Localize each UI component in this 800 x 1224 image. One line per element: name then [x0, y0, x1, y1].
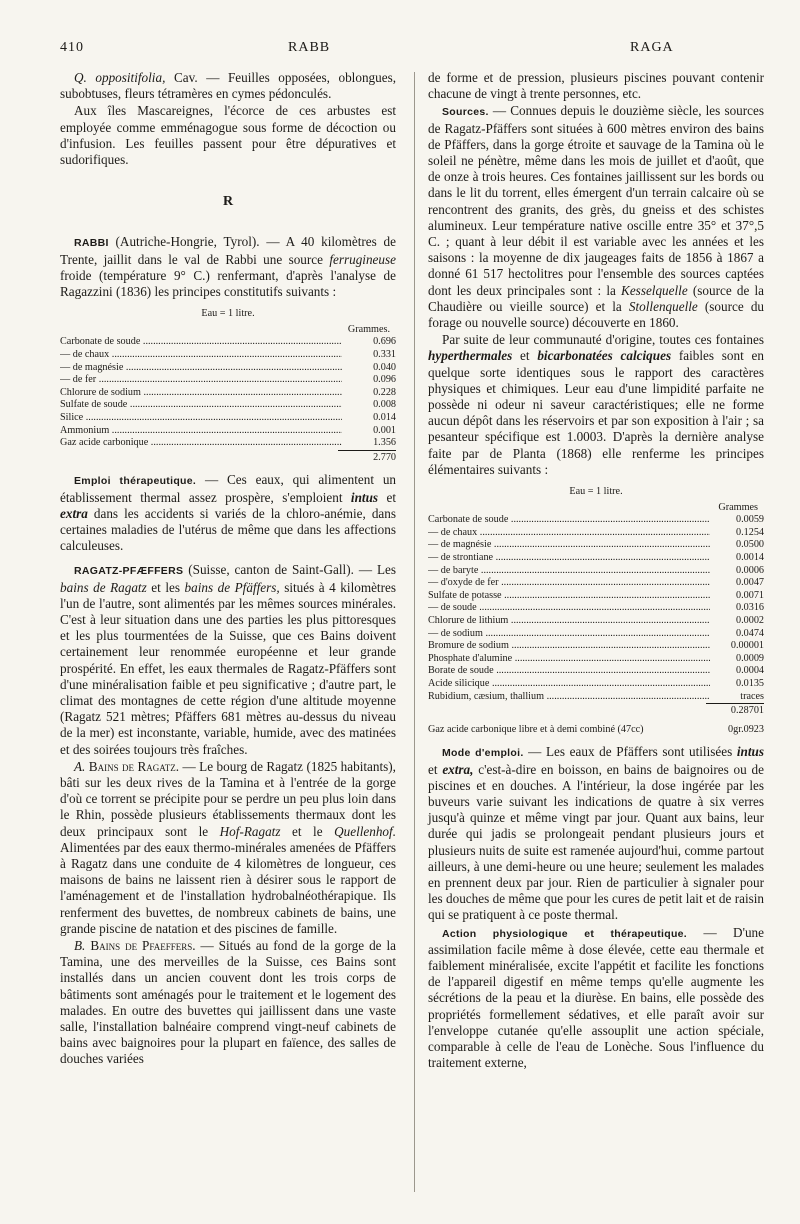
- table-cell-name: Acide silicique .....: [428, 678, 710, 691]
- table-row: [428, 615, 764, 628]
- table-cell-value: 0.014: [342, 412, 396, 425]
- table-row: [428, 527, 764, 540]
- table-cell-value: 0.096: [342, 374, 396, 387]
- ragatz-bains-pfaffers: bains de Pfäffers,: [184, 579, 280, 595]
- table-cell-name: — de fer .....: [60, 374, 342, 387]
- table-row: [428, 691, 764, 704]
- composition-text: Par suite de leur communauté d'origine, toutes ces fontaines: [442, 332, 764, 348]
- species-name: Q. oppositifolia,: [74, 70, 166, 85]
- paragraph-sources: [428, 103, 764, 331]
- table-cell-value: 0.00001: [710, 640, 764, 653]
- stollenquelle: Stollenquelle: [628, 298, 698, 314]
- table-cell-value: 0.696: [342, 336, 396, 349]
- table-cell-name: Sulfate de potasse .....: [428, 590, 710, 603]
- table-cell-value: 0.1254: [710, 527, 764, 540]
- analysis-table-pfaffers: [428, 486, 764, 736]
- paragraph-mascareignes: Aux îles Mascareignes, l'écorce de ces arbustes est employée comme emménagogue sous forme de décoction ou d'infusion. Les feuilles passent pour être dépuratives et sudorifiques.: [60, 103, 396, 168]
- ragatz-bains-ragatz: bains de Ragatz: [60, 579, 147, 595]
- table-cell-name: — d'oxyde de fer .....: [428, 577, 710, 590]
- entry-heading-mode: Mode d'emploi.: [442, 747, 524, 760]
- paragraph-emploi: [60, 472, 396, 554]
- table-note: [428, 724, 764, 737]
- paragraph-rabbi: [60, 234, 396, 300]
- table-row: [428, 665, 764, 678]
- paragraph-composition: [428, 332, 764, 478]
- table-cell-name: — de magnésie .....: [60, 362, 342, 375]
- table-row: [428, 552, 764, 565]
- table-cell-name: Bromure de sodium .....: [428, 640, 710, 653]
- table-row: [60, 336, 396, 349]
- section-a-text-2: et le: [280, 823, 335, 839]
- rabbi-text: (Autriche-Hongrie, Tyrol). — A 40 kilomètres de Trente, jaillit dans le val de Rabbi une source: [60, 234, 396, 267]
- table-cell-value: 0.0009: [710, 653, 764, 666]
- section-a-text: — Le bourg de Ragatz (1825 habitants), bâti sur les deux rives de la Tamina et à l'entrée de la gorge d'où ce torrent se précipite pour se perdre un peu plus loin dans le Rhin, possède plusieurs établissements thermaux dont les deux principaux sont le: [60, 758, 396, 839]
- table-cell-name: Silice .....: [60, 412, 342, 425]
- paragraph-ragatz: [60, 562, 396, 757]
- table-cell-value: 0.0014: [710, 552, 764, 565]
- section-b-heading: Bains de Pfaeffers.: [85, 938, 196, 954]
- sources-text: — Connues depuis le douzième siècle, les sources de Ragatz-Pfäffers sont situées à 600 mètres environ des bains de Pfäffers, dans la gorge étroite et sauvage de la Tamina où le soleil ne pénètre, même dans les mois de juillet et d'août, que de onze à trois heures. Ces fontaines jaillissent sur les bords ou dans le lit du torrent, elles émergent d'un terrain calcaire où se rencontrent des granits, des grès, du gneiss et des schistes alumineux. Leur température native oscille entre 35° et 37°,5 C. ; quant à leur débit il est variable avec les années et les saisons : la moyenne de dix jaugeages faits de 1856 à 1867 a donné 61 517 hectolitres pour l'ensemble des sources captées dont les deux principales sont : la: [428, 103, 764, 298]
- table-cell-value: 0.001: [342, 425, 396, 438]
- table-row: [428, 678, 764, 691]
- paragraph-q-oppositifolia: [60, 70, 396, 102]
- table-row: [428, 590, 764, 603]
- rabbi-ferrugineuse: ferrugineuse: [329, 251, 396, 267]
- table-cell-name: Borate de soude .....: [428, 665, 710, 678]
- table-row: [428, 653, 764, 666]
- sources-text-2: (source de la Chaudière ou vieille source) et la: [428, 282, 765, 314]
- table-rows: [428, 514, 764, 703]
- emploi-et: et: [378, 489, 396, 505]
- paragraph-mode-emploi: [428, 744, 764, 923]
- emploi-text: — Ces eaux, qui alimentent un établissement thermal assez prospère, s'emploient: [60, 472, 397, 505]
- bicarbonatees-calciques: bicarbonatées calciques: [537, 348, 672, 364]
- entry-heading-rabbi: RABBI: [74, 237, 109, 250]
- table-cell-value: 0.0059: [710, 514, 764, 527]
- entry-heading-ragatz: RAGATZ-PFÆFFERS: [74, 565, 184, 578]
- table-row: [60, 349, 396, 362]
- hyperthermales: hyperthermales: [428, 348, 513, 364]
- table-cell-value: 0.0474: [710, 628, 764, 641]
- table-row: [428, 539, 764, 552]
- table-row: [428, 640, 764, 653]
- table-cell-value: traces: [710, 691, 764, 704]
- table-cell-value: 0.331: [342, 349, 396, 362]
- paragraph-bains-de-pfaeffers: [60, 938, 396, 1068]
- table-cell-value: 1.356: [342, 437, 396, 450]
- table-cell-value: 0.008: [342, 399, 396, 412]
- table-cell-name: — de baryte .....: [428, 565, 710, 578]
- entry-heading-sources: Sources.: [442, 106, 489, 119]
- table-cell-name: Rubidium, cæsium, thallium .....: [428, 691, 710, 704]
- section-a-heading: Bains de Ragatz.: [85, 758, 180, 774]
- composition-text-2: faibles sont en quelque sorte identiques sous le rapport des caractères physiques et chimiques. Leur eau d'une limpidité parfaite ne possède ni odeur ni saveur caractéristiques; elle ne forme aucun dépôt dans les réservoirs et par son exposition à l'air ; sa pesanteur spécifique est 1.0003. D'après la dernière analyse faite par de Planta (1868) elle renferme les principes élémentaires suivants :: [428, 348, 764, 477]
- hof-ragatz: Hof-Ragatz: [219, 823, 281, 839]
- mode-et: et: [428, 761, 443, 777]
- table-unit: Grammes: [718, 501, 758, 513]
- table-cell-name: — de chaux .....: [428, 527, 710, 540]
- table-total: 0.28701: [706, 703, 764, 718]
- section-a-letter: A.: [74, 758, 86, 774]
- table-cell-value: 0.040: [342, 362, 396, 375]
- table-note-value: 0gr.0923: [728, 723, 764, 735]
- emploi-intus: intus: [350, 489, 379, 505]
- mode-extra: extra,: [442, 761, 474, 777]
- left-column: [60, 70, 396, 1069]
- table-row: [428, 628, 764, 641]
- table-title: Eau = 1 litre.: [201, 308, 255, 320]
- table-cell-name: — de magnésie .....: [428, 539, 710, 552]
- table-cell-name: Chlorure de sodium .....: [60, 387, 342, 400]
- table-unit: Grammes.: [347, 323, 390, 335]
- page-number: 410: [60, 40, 84, 55]
- section-a-text-3: Alimentées par des eaux thermo-minérales amenées de Pfäffers à Ragatz dans une conduite de 4 kilomètres de longueur, ces maisons de bains ne laissent rien à désirer sous le rapport de l'aménagement et de l'installation hydrobalnéothérapique. Ils renferment des buvettes, de nombreux cabinets de bains, une grande piscine de natation et des piscines de famille.: [60, 839, 396, 936]
- column-divider: [414, 72, 415, 1192]
- table-row: [428, 565, 764, 578]
- ragatz-text-2: et les: [146, 579, 185, 595]
- table-cell-name: Phosphate d'alumine .....: [428, 653, 710, 666]
- table-cell-name: — de sodium .....: [428, 628, 710, 641]
- entry-heading-emploi: Emploi thérapeutique.: [74, 475, 197, 488]
- table-cell-name: Sulfate de soude .....: [60, 399, 342, 412]
- ragatz-text-3: situés à 4 kilomètres l'un de l'autre, sont alimentés par les mêmes sources minérales. C'est à leur situation dans une des parties les plus pittoresques et les plus tourmentées de la Suisse, que ces Bains doivent certainement leur renommée européenne et leur grande prospérité. En effet, les eaux thermales de Ragatz-Pfäffers sont d'une minéralisation faible et peu significative ; d'autre part, le climat des montagnes de cette région d'une altitude moyenne (Ragatz 521 mètres; Pfäffers 681 mètres au-dessus du niveau de la mer) est inconstante, variable, humide, avec des matinées et des soirées toujours très fraîches.: [60, 579, 396, 757]
- table-cell-value: 0.0006: [710, 565, 764, 578]
- section-b-text: — Situés au fond de la gorge de la Tamina, une des merveilles de la Suisse, ces Bains sont installés dans un ancien couvent dont les trois corps de bâtiments sont aménagés pour le traitement et le logement des malades. En outre des buvettes qui jaillissent dans une vaste salle, l'installation balnéaire comprend vingt-neuf cabinets de bains avec baignoires pour la plupart en faïence, des salles de douches variées: [60, 938, 397, 1067]
- mode-text: — Les eaux de Pfäffers sont utilisées: [523, 744, 737, 760]
- rabbi-text-continued: froide (température 9° C.) renfermant, d'après l'analyse de Ragazzini (1836) les principes constitutifs suivants :: [60, 267, 396, 300]
- action-text: — D'une assimilation facile même à dose élevée, cette eau thermale et faiblement minéralisée, excite l'appétit et facilite les fonctions de l'appareil digestif en même temps qu'elle augmente les sécrétions de la peau et la diurèse. En bains, elle possède des propriétés formellement sédatives, et elle paraît avoir sur l'enveloppe cutanée qu'elle assouplit une action spéciale, comparable à celle de l'eau de Lonèche. Sous l'influence du traitement externe,: [428, 924, 764, 1071]
- table-cell-name: Chlorure de lithium .....: [428, 615, 710, 628]
- table-cell-name: — de chaux .....: [60, 349, 342, 362]
- table-cell-value: 0.0002: [710, 615, 764, 628]
- table-row: [60, 362, 396, 375]
- mode-intus: intus: [736, 744, 764, 760]
- table-cell-name: — de strontiane .....: [428, 552, 710, 565]
- right-column: [428, 70, 764, 1072]
- entry-heading-action: Action physiologique et thérapeutique.: [442, 927, 688, 940]
- paragraph-continuation: de forme et de pression, plusieurs piscines pouvant contenir chacune de vingt à trente personnes, etc.: [428, 70, 764, 102]
- table-row: [60, 437, 396, 450]
- emploi-text-continued: dans les accidents si variés de la chloro-anémie, dans certaines maladies de l'utérus de même que dans les affections calculeuses.: [60, 505, 396, 554]
- table-row: [60, 412, 396, 425]
- table-title: Eau = 1 litre.: [569, 486, 623, 498]
- analysis-table-rabbi: [60, 308, 396, 464]
- paragraph-bains-de-ragatz: [60, 759, 396, 937]
- table-cell-name: Carbonate de soude .....: [428, 514, 710, 527]
- mode-text-2: c'est-à-dire en boisson, en bains de baignoires ou de piscines et en douches. A l'intérieur, la dose ingérée par les buveurs varie suivant les indications de quatre à six verres jusqu'à quinze et même vingt par jour. Quant aux bains, leur durée qui jadis se prolongeait pendant plusieurs jours et plusieurs nuits de suite est ramenée aujourd'hui, comme partout ailleurs, à une demi-heure ou une heure; seulement les malades en prennent deux par jour. Rien de particulier à signaler pour les douches de même que pour les cures de petit lait et de raisin qui se pratiquent à ce poste thermal.: [428, 761, 764, 923]
- table-cell-value: 0.228: [342, 387, 396, 400]
- kesselquelle: Kesselquelle: [621, 282, 688, 298]
- table-cell-name: Carbonate de soude .....: [60, 336, 342, 349]
- table-row: [60, 425, 396, 438]
- emploi-extra: extra: [60, 505, 88, 521]
- table-cell-name: — de soude .....: [428, 602, 710, 615]
- table-cell-value: 0.0047: [710, 577, 764, 590]
- table-cell-value: 0.0316: [710, 602, 764, 615]
- table-total: 2.770: [338, 450, 396, 465]
- table-cell-value: 0.0004: [710, 665, 764, 678]
- table-row: [60, 374, 396, 387]
- ragatz-text: (Suisse, canton de Saint-Gall). — Les: [183, 562, 396, 578]
- sources-text-3: (source du forage ou nouvelle source) découverte en 1860.: [428, 298, 765, 331]
- table-cell-value: 0.0135: [710, 678, 764, 691]
- header-right-title: RAGA: [630, 40, 674, 55]
- table-cell-name: Ammonium .....: [60, 425, 342, 438]
- running-head: [60, 40, 750, 62]
- species-description: Cav. — Feuilles opposées, oblongues, subobtuses, fleurs tétramères en cymes pédonculés.: [60, 70, 397, 102]
- section-b-letter: B.: [74, 938, 86, 954]
- composition-et: et: [512, 348, 538, 364]
- header-left-title: RABB: [288, 40, 331, 55]
- table-cell-value: 0.0071: [710, 590, 764, 603]
- table-row: [428, 577, 764, 590]
- table-cell-value: 0.0500: [710, 539, 764, 552]
- quellenhof: Quellenhof.: [334, 823, 396, 839]
- table-row: [428, 602, 764, 615]
- table-cell-name: Gaz acide carbonique .....: [60, 437, 342, 450]
- table-rows: [60, 336, 396, 449]
- paragraph-action: [428, 925, 764, 1072]
- section-letter: R: [222, 194, 234, 210]
- table-row: [60, 387, 396, 400]
- table-row: [60, 399, 396, 412]
- table-row: [428, 514, 764, 527]
- table-note-name: Gaz acide carbonique libre et à demi combiné (47cc): [428, 723, 644, 735]
